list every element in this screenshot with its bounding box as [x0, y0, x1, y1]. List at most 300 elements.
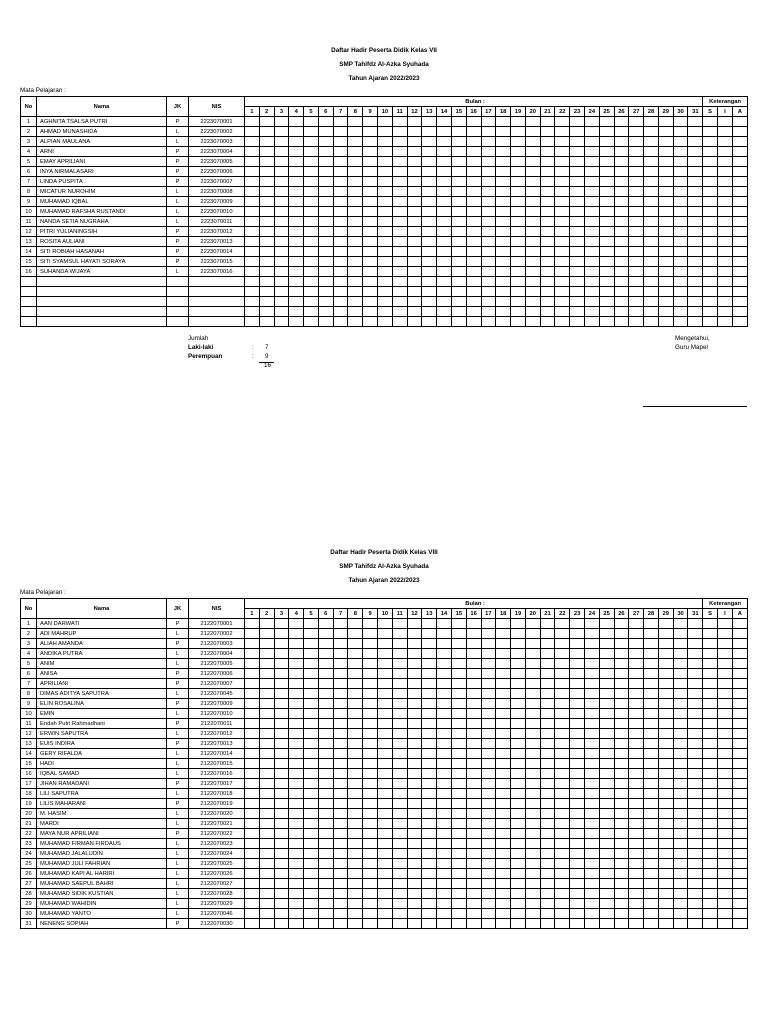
empty-cell — [629, 287, 644, 297]
student-no: 8 — [21, 187, 37, 197]
attendance-cell — [451, 639, 466, 649]
attendance-cell — [392, 899, 407, 909]
day-header: 30 — [673, 107, 688, 117]
attendance-cell — [599, 227, 614, 237]
attendance-cell — [481, 659, 496, 669]
attendance-cell — [378, 729, 393, 739]
attendance-cell — [629, 267, 644, 277]
attendance-cell — [363, 197, 378, 207]
attendance-cell — [525, 759, 540, 769]
attendance-cell — [407, 137, 422, 147]
attendance-cell — [570, 719, 585, 729]
attendance-cell — [614, 749, 629, 759]
day-header: 15 — [451, 609, 466, 619]
attendance-cell — [333, 789, 348, 799]
student-jk: L — [167, 849, 189, 859]
attendance-cell — [644, 227, 659, 237]
attendance-cell — [496, 257, 511, 267]
attendance-cell — [629, 247, 644, 257]
attendance-cell — [481, 227, 496, 237]
student-name: IQBAL SAMAD — [37, 769, 167, 779]
attendance-cell — [481, 127, 496, 137]
attendance-cell — [525, 669, 540, 679]
attendance-cell — [407, 257, 422, 267]
attendance-cell — [703, 889, 718, 899]
attendance-cell — [599, 619, 614, 629]
attendance-cell — [333, 709, 348, 719]
attendance-cell — [584, 849, 599, 859]
empty-cell — [525, 297, 540, 307]
attendance-cell — [392, 659, 407, 669]
attendance-cell — [378, 257, 393, 267]
attendance-cell — [274, 227, 289, 237]
student-nis: 2122070016 — [189, 769, 245, 779]
attendance-cell — [378, 909, 393, 919]
student-name: Endah Putri Rahmadhani — [37, 719, 167, 729]
attendance-cell — [245, 619, 260, 629]
attendance-cell — [673, 639, 688, 649]
attendance-cell — [673, 619, 688, 629]
student-jk: L — [167, 629, 189, 639]
attendance-cell — [304, 689, 319, 699]
attendance-cell — [614, 809, 629, 819]
attendance-cell — [599, 769, 614, 779]
attendance-cell — [259, 699, 274, 709]
attendance-cell — [451, 869, 466, 879]
attendance-cell — [289, 639, 304, 649]
attendance-cell — [718, 799, 733, 809]
attendance-cell — [658, 167, 673, 177]
attendance-cell — [392, 729, 407, 739]
empty-cell — [392, 277, 407, 287]
attendance-cell — [688, 237, 703, 247]
attendance-cell — [304, 889, 319, 899]
attendance-cell — [259, 197, 274, 207]
attendance-cell — [378, 679, 393, 689]
attendance-cell — [525, 247, 540, 257]
attendance-cell — [688, 859, 703, 869]
attendance-cell — [333, 649, 348, 659]
attendance-cell — [481, 749, 496, 759]
attendance-cell — [688, 177, 703, 187]
empty-cell — [540, 277, 555, 287]
attendance-cell — [703, 699, 718, 709]
attendance-cell — [584, 217, 599, 227]
header-nis: NIS — [189, 97, 245, 117]
student-nis: 2122070002 — [189, 629, 245, 639]
attendance-cell — [629, 809, 644, 819]
empty-cell — [437, 297, 452, 307]
day-header: 12 — [407, 609, 422, 619]
attendance-cell — [466, 147, 481, 157]
attendance-cell — [732, 749, 747, 759]
attendance-cell — [555, 909, 570, 919]
student-nis: 2122070017 — [189, 779, 245, 789]
attendance-cell — [525, 117, 540, 127]
attendance-cell — [466, 739, 481, 749]
student-jk: P — [167, 157, 189, 167]
attendance-cell — [540, 779, 555, 789]
table-row — [21, 137, 748, 147]
attendance-cell — [437, 719, 452, 729]
empty-cell — [658, 287, 673, 297]
attendance-cell — [348, 117, 363, 127]
attendance-cell — [451, 619, 466, 629]
attendance-cell — [437, 819, 452, 829]
table-row — [21, 237, 748, 247]
attendance-cell — [289, 819, 304, 829]
attendance-cell — [658, 689, 673, 699]
attendance-cell — [274, 769, 289, 779]
attendance-cell — [511, 709, 526, 719]
attendance-cell — [304, 749, 319, 759]
attendance-cell — [422, 709, 437, 719]
empty-cell — [599, 307, 614, 317]
attendance-cell — [407, 859, 422, 869]
student-nis: 2223070013 — [189, 237, 245, 247]
empty-cell — [481, 317, 496, 327]
attendance-cell — [392, 167, 407, 177]
attendance-cell — [437, 699, 452, 709]
empty-cell — [407, 297, 422, 307]
student-name: LINDA PUSPITA — [37, 177, 167, 187]
attendance-cell — [378, 659, 393, 669]
attendance-cell — [718, 829, 733, 839]
attendance-cell — [363, 127, 378, 137]
attendance-cell — [318, 839, 333, 849]
attendance-cell — [407, 207, 422, 217]
attendance-cell — [407, 819, 422, 829]
attendance-cell — [378, 117, 393, 127]
attendance-cell — [318, 127, 333, 137]
attendance-cell — [422, 729, 437, 739]
attendance-cell — [673, 679, 688, 689]
empty-cell — [496, 277, 511, 287]
school-name: SMP Tahifdz Al-Azka Syuhada — [339, 61, 429, 68]
student-jk: P — [167, 117, 189, 127]
attendance-cell — [378, 137, 393, 147]
attendance-cell — [304, 267, 319, 277]
day-header: 27 — [629, 609, 644, 619]
attendance-cell — [333, 739, 348, 749]
student-name: AHMAD MUNASHIDA — [37, 127, 167, 137]
attendance-cell — [614, 699, 629, 709]
attendance-cell — [570, 709, 585, 719]
attendance-cell — [333, 227, 348, 237]
attendance-cell — [304, 759, 319, 769]
attendance-cell — [437, 247, 452, 257]
attendance-cell — [688, 739, 703, 749]
empty-cell — [189, 317, 245, 327]
attendance-cell — [451, 217, 466, 227]
attendance-cell — [703, 127, 718, 137]
empty-cell — [658, 317, 673, 327]
student-jk: L — [167, 127, 189, 137]
attendance-cell — [437, 147, 452, 157]
header-no: No — [21, 97, 37, 117]
attendance-cell — [629, 177, 644, 187]
attendance-cell — [703, 739, 718, 749]
attendance-cell — [525, 127, 540, 137]
day-header: 6 — [318, 609, 333, 619]
empty-cell — [732, 277, 747, 287]
attendance-cell — [718, 127, 733, 137]
attendance-cell — [451, 629, 466, 639]
attendance-cell — [318, 167, 333, 177]
attendance-cell — [511, 679, 526, 689]
attendance-cell — [304, 217, 319, 227]
student-nis: 2122070045 — [189, 689, 245, 699]
attendance-cell — [348, 829, 363, 839]
day-header: 13 — [422, 609, 437, 619]
attendance-cell — [481, 639, 496, 649]
attendance-cell — [333, 859, 348, 869]
attendance-cell — [274, 669, 289, 679]
empty-cell — [259, 297, 274, 307]
student-no: 11 — [21, 719, 37, 729]
attendance-cell — [333, 247, 348, 257]
attendance-cell — [496, 749, 511, 759]
student-jk: L — [167, 207, 189, 217]
empty-cell — [259, 277, 274, 287]
attendance-cell — [333, 127, 348, 137]
attendance-cell — [333, 237, 348, 247]
student-no: 12 — [21, 227, 37, 237]
student-name: SITI ROBIAH HASANAH — [37, 247, 167, 257]
table-row — [21, 689, 748, 699]
attendance-cell — [422, 679, 437, 689]
school-year: Tahun Ajaran 2022/2023 — [348, 75, 420, 82]
attendance-sheet-1 — [20, 44, 748, 387]
student-no: 9 — [21, 699, 37, 709]
attendance-cell — [245, 217, 260, 227]
attendance-cell — [437, 799, 452, 809]
attendance-cell — [363, 759, 378, 769]
student-no: 7 — [21, 679, 37, 689]
attendance-cell — [407, 889, 422, 899]
attendance-cell — [363, 799, 378, 809]
empty-cell — [21, 297, 37, 307]
student-nis: 2223070015 — [189, 257, 245, 267]
attendance-cell — [688, 217, 703, 227]
day-header: 3 — [274, 609, 289, 619]
attendance-cell — [259, 869, 274, 879]
header-bulan: Bulan : — [245, 599, 703, 609]
empty-cell — [392, 307, 407, 317]
student-no: 9 — [21, 197, 37, 207]
attendance-cell — [378, 749, 393, 759]
empty-cell — [189, 297, 245, 307]
attendance-cell — [688, 779, 703, 789]
attendance-cell — [318, 257, 333, 267]
attendance-cell — [392, 177, 407, 187]
attendance-cell — [451, 789, 466, 799]
attendance-cell — [658, 909, 673, 919]
attendance-cell — [688, 619, 703, 629]
attendance-cell — [378, 669, 393, 679]
attendance-cell — [570, 879, 585, 889]
attendance-cell — [629, 889, 644, 899]
attendance-cell — [274, 247, 289, 257]
attendance-cell — [348, 859, 363, 869]
attendance-cell — [584, 639, 599, 649]
attendance-cell — [673, 167, 688, 177]
attendance-cell — [422, 649, 437, 659]
attendance-cell — [599, 889, 614, 899]
empty-cell — [259, 317, 274, 327]
attendance-cell — [259, 729, 274, 739]
attendance-cell — [614, 909, 629, 919]
attendance-cell — [673, 819, 688, 829]
attendance-cell — [673, 869, 688, 879]
attendance-cell — [703, 187, 718, 197]
attendance-cell — [555, 809, 570, 819]
attendance-cell — [511, 919, 526, 929]
student-jk: L — [167, 759, 189, 769]
attendance-cell — [496, 829, 511, 839]
student-nis: 2122070007 — [189, 679, 245, 689]
attendance-cell — [673, 257, 688, 267]
empty-cell — [422, 297, 437, 307]
attendance-cell — [407, 669, 422, 679]
attendance-cell — [511, 187, 526, 197]
attendance-cell — [525, 689, 540, 699]
attendance-cell — [525, 147, 540, 157]
attendance-cell — [688, 247, 703, 257]
day-header: 25 — [599, 107, 614, 117]
attendance-cell — [289, 839, 304, 849]
attendance-cell — [304, 859, 319, 869]
attendance-cell — [318, 117, 333, 127]
attendance-cell — [496, 197, 511, 207]
day-header: 8 — [348, 107, 363, 117]
attendance-cell — [511, 117, 526, 127]
empty-cell — [703, 307, 718, 317]
empty-cell — [540, 287, 555, 297]
day-header: 28 — [644, 609, 659, 619]
attendance-cell — [481, 267, 496, 277]
attendance-cell — [555, 699, 570, 709]
empty-cell — [378, 307, 393, 317]
attendance-cell — [629, 719, 644, 729]
attendance-cell — [688, 899, 703, 909]
attendance-cell — [555, 819, 570, 829]
attendance-cell — [644, 639, 659, 649]
empty-cell — [333, 287, 348, 297]
attendance-cell — [348, 709, 363, 719]
attendance-cell — [333, 719, 348, 729]
attendance-cell — [363, 729, 378, 739]
attendance-cell — [511, 669, 526, 679]
attendance-cell — [629, 127, 644, 137]
attendance-cell — [348, 779, 363, 789]
attendance-cell — [688, 819, 703, 829]
empty-cell — [363, 287, 378, 297]
attendance-cell — [451, 809, 466, 819]
attendance-cell — [422, 889, 437, 899]
day-header: 28 — [644, 107, 659, 117]
attendance-cell — [466, 167, 481, 177]
attendance-cell — [644, 217, 659, 227]
student-nis: 2122070012 — [189, 729, 245, 739]
attendance-cell — [318, 237, 333, 247]
attendance-cell — [481, 789, 496, 799]
attendance-cell — [673, 207, 688, 217]
attendance-cell — [629, 899, 644, 909]
attendance-cell — [570, 869, 585, 879]
attendance-cell — [245, 709, 260, 719]
attendance-cell — [437, 639, 452, 649]
attendance-cell — [718, 709, 733, 719]
guru-mapel-text: Guru Mapel — [675, 344, 708, 351]
attendance-cell — [511, 689, 526, 699]
attendance-cell — [481, 699, 496, 709]
attendance-cell — [511, 629, 526, 639]
attendance-cell — [599, 739, 614, 749]
student-nis: 2122070020 — [189, 809, 245, 819]
student-nis: 2223070008 — [189, 187, 245, 197]
attendance-cell — [614, 889, 629, 899]
attendance-cell — [407, 127, 422, 137]
attendance-cell — [289, 739, 304, 749]
attendance-cell — [525, 639, 540, 649]
attendance-cell — [732, 799, 747, 809]
attendance-cell — [274, 819, 289, 829]
attendance-cell — [422, 137, 437, 147]
attendance-cell — [289, 919, 304, 929]
attendance-cell — [732, 619, 747, 629]
attendance-cell — [525, 187, 540, 197]
student-nis: 2122070004 — [189, 649, 245, 659]
attendance-cell — [688, 799, 703, 809]
empty-cell — [451, 277, 466, 287]
attendance-cell — [525, 809, 540, 819]
attendance-cell — [732, 669, 747, 679]
attendance-cell — [629, 919, 644, 929]
attendance-cell — [333, 889, 348, 899]
attendance-cell — [688, 207, 703, 217]
empty-cell — [481, 277, 496, 287]
attendance-cell — [614, 919, 629, 929]
day-header: 16 — [466, 609, 481, 619]
attendance-cell — [363, 789, 378, 799]
attendance-cell — [289, 267, 304, 277]
empty-cell — [259, 287, 274, 297]
attendance-cell — [245, 849, 260, 859]
attendance-cell — [673, 759, 688, 769]
attendance-cell — [658, 217, 673, 227]
attendance-cell — [481, 217, 496, 227]
attendance-cell — [599, 237, 614, 247]
student-nis: 2223070004 — [189, 147, 245, 157]
attendance-cell — [599, 709, 614, 719]
attendance-cell — [658, 819, 673, 829]
attendance-cell — [496, 639, 511, 649]
student-nis: 2223070012 — [189, 227, 245, 237]
attendance-cell — [392, 157, 407, 167]
attendance-cell — [511, 659, 526, 669]
attendance-cell — [496, 137, 511, 147]
attendance-cell — [584, 197, 599, 207]
attendance-cell — [555, 679, 570, 689]
attendance-cell — [555, 689, 570, 699]
attendance-cell — [245, 237, 260, 247]
student-nis: 2122070025 — [189, 859, 245, 869]
student-no: 29 — [21, 899, 37, 909]
day-header: 7 — [333, 107, 348, 117]
attendance-cell — [614, 117, 629, 127]
day-header: 13 — [422, 107, 437, 117]
